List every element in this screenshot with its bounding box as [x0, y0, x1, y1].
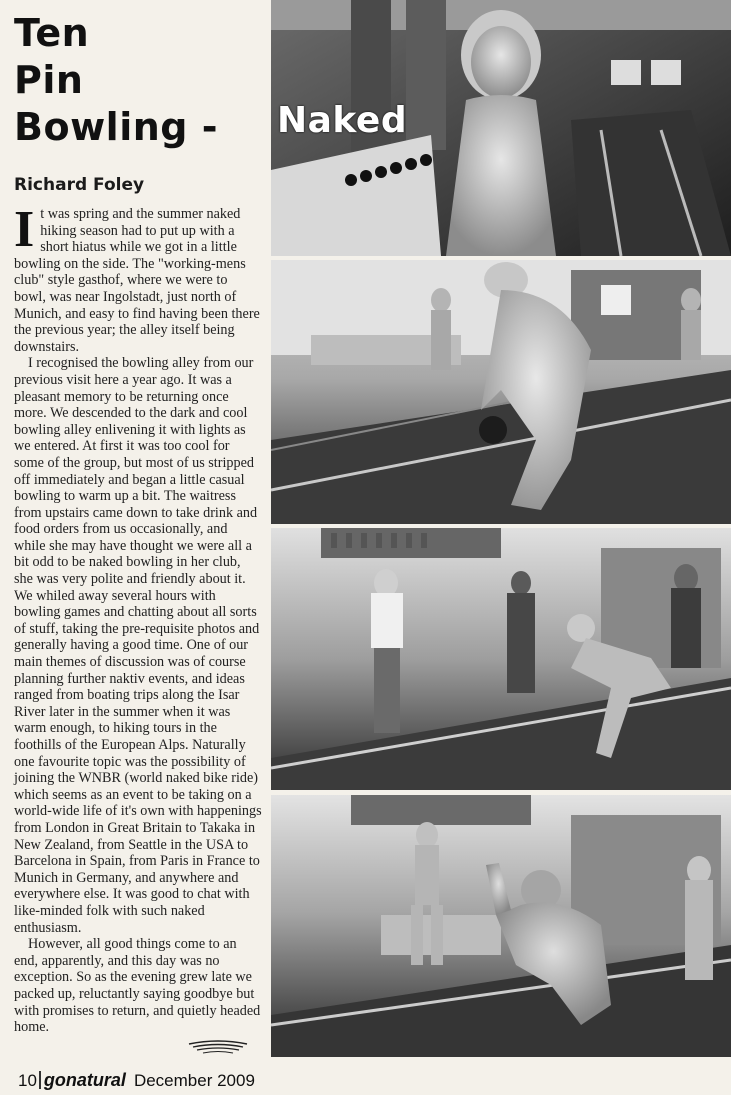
article-title: [14, 10, 218, 151]
text-column: [0, 0, 270, 1060]
magazine-name: gonatural: [43, 1070, 126, 1090]
title-line-2: Pin: [14, 58, 84, 102]
paragraph-1-text: t was spring and the summer naked hiking season had to put up with a short hiatus while we got in a little bowling on the side. The "working-mens club" style gasthof, where we were to bowl, was near Ingolstadt, just north of Munich, and easy to find having been there the previous year; the alley itself being downstairs.: [14, 206, 260, 355]
article-body: [14, 201, 262, 1036]
author-byline: Richard Foley: [14, 175, 145, 195]
paragraph-1: [14, 201, 262, 355]
title-line-1: Ten: [14, 11, 90, 55]
photo-woman-bowling: [271, 260, 731, 524]
paragraph-2: I recognised the bowling alley from our previous visit here a year ago. It was a pleasant memory to be returning once more. We descended to the dark and cool bowling alley enlivening it with lights as we entered. At first it was too cool for some of the group, but most of us stripped off immediately and began a little casual bowling to warm up a bit. The waitress from upstairs came down to take drink and food orders from us occasionally, and while she may have thought we were all a bit odd to be naked bowling in her club, she was very polite and friendly about it. We whiled away several hours with bowling games and chatting about all sorts of stuff, taking the pre-requisite photos and generally having a good time. One of our main themes of discussion was of course planning further naktiv events, and ideas ranged from boating trips along the Isar River later in the summer when it was warm enough, to hiking tours in the foothills of the European Alps. Naturally one favourite topic was the possibility of joining the WNBR (world naked bike ride) which seems as an event to be taking on a world-wide life of it's own with happenings from London in Great Britain to Takaka in New Zealand, from Seattle in the USA to Barcelona in Spain, from Paris in France to Munich in Germany, and anywhere and everywhere else. It was good to chat with like-minded folk with such naked enthusiasm.: [14, 355, 262, 936]
drop-cap: I: [14, 201, 35, 258]
photo-man-bowling-group: [271, 528, 731, 790]
footer-divider: [39, 1071, 41, 1089]
paragraph-3: However, all good things come to an end, apparently, and this day was no exception. So as the evening grew late we packed up, reluctantly saying goodbye but with promises to return, and quietly headed home.: [14, 936, 261, 1036]
page-number: 10: [18, 1071, 37, 1090]
end-ornament-icon: [187, 1040, 249, 1054]
page-footer: [18, 1070, 255, 1091]
title-overlay-naked: Naked: [277, 100, 408, 141]
title-line-3: Bowling -: [14, 105, 218, 149]
photo-man-crouching-bowler: [271, 795, 731, 1057]
issue-date: December 2009: [133, 1071, 255, 1090]
